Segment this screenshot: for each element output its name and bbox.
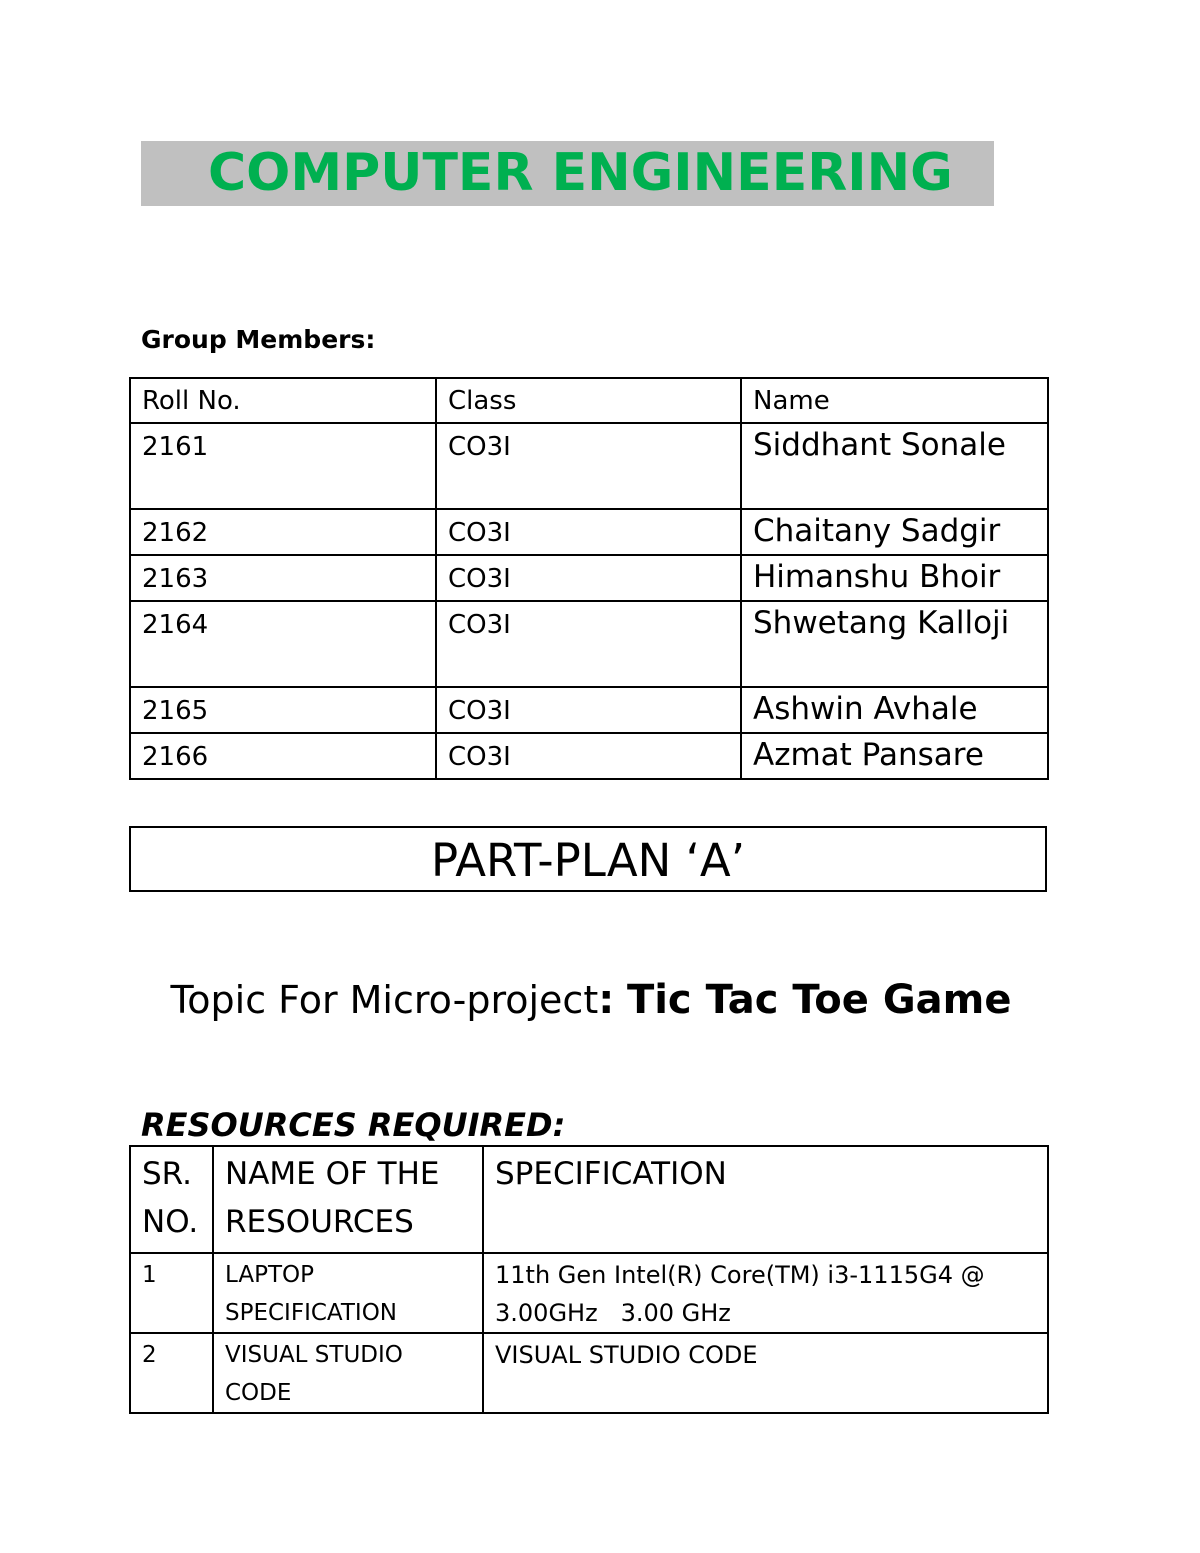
sr-no-cell: 2 — [130, 1333, 213, 1413]
resource-name-cell: VISUAL STUDIO CODE — [213, 1333, 483, 1413]
column-header-roll: Roll No. — [130, 378, 436, 423]
name-cell: Siddhant Sonale — [741, 423, 1048, 509]
table-row — [130, 733, 1048, 779]
part-plan-title: PART-PLAN ‘A’ — [129, 826, 1047, 892]
resources-table — [129, 1145, 1049, 1414]
table-header-row — [130, 378, 1048, 423]
table-row — [130, 601, 1048, 687]
class-cell: CO3I — [436, 601, 741, 687]
table-row — [130, 423, 1048, 509]
roll-cell: 2166 — [130, 733, 436, 779]
topic-heading — [141, 970, 1041, 1030]
table-row — [130, 509, 1048, 555]
name-cell: Shwetang Kalloji — [741, 601, 1048, 687]
name-cell: Chaitany Sadgir — [741, 509, 1048, 555]
group-members-table — [129, 377, 1049, 780]
topic-colon: : — [598, 977, 615, 1023]
specification-cell: 11th Gen Intel(R) Core(TM) i3-1115G4 @ 3.00GHz 3.00 GHz — [483, 1253, 1048, 1333]
sr-no-cell: 1 — [130, 1253, 213, 1333]
column-header-class: Class — [436, 378, 741, 423]
table-row — [130, 687, 1048, 733]
specification-cell: VISUAL STUDIO CODE — [483, 1333, 1048, 1413]
column-header-sr-no: SR. NO. — [130, 1146, 213, 1253]
table-row — [130, 1253, 1048, 1333]
table-row — [130, 555, 1048, 601]
class-cell: CO3I — [436, 687, 741, 733]
resources-heading: RESOURCES REQUIRED: — [141, 1106, 566, 1144]
group-members-label: Group Members: — [141, 325, 376, 354]
roll-cell: 2162 — [130, 509, 436, 555]
column-header-name: Name — [741, 378, 1048, 423]
roll-cell: 2164 — [130, 601, 436, 687]
topic-label: Topic For Micro-project — [170, 978, 599, 1022]
class-cell: CO3I — [436, 555, 741, 601]
department-title: COMPUTER ENGINEERING — [208, 143, 953, 203]
table-row — [130, 1333, 1048, 1413]
class-cell: CO3I — [436, 733, 741, 779]
column-header-specification: SPECIFICATION — [483, 1146, 1048, 1253]
class-cell: CO3I — [436, 423, 741, 509]
roll-cell: 2165 — [130, 687, 436, 733]
column-header-resource-name: NAME OF THE RESOURCES — [213, 1146, 483, 1253]
class-cell: CO3I — [436, 509, 741, 555]
table-header-row — [130, 1146, 1048, 1253]
name-cell: Ashwin Avhale — [741, 687, 1048, 733]
name-cell: Himanshu Bhoir — [741, 555, 1048, 601]
resource-name-cell: LAPTOP SPECIFICATION — [213, 1253, 483, 1333]
roll-cell: 2161 — [130, 423, 436, 509]
name-cell: Azmat Pansare — [741, 733, 1048, 779]
roll-cell: 2163 — [130, 555, 436, 601]
topic-value: Tic Tac Toe Game — [626, 977, 1012, 1023]
